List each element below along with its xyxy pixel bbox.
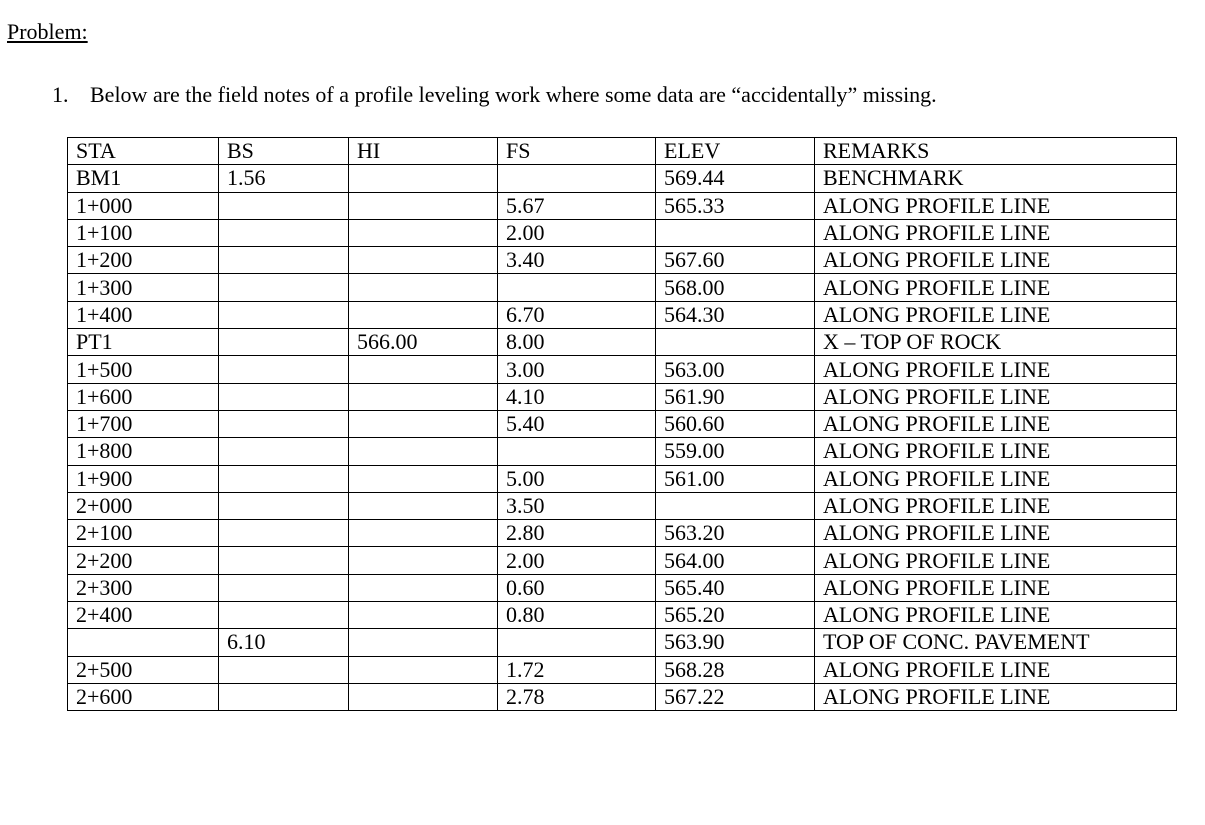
header-elev: ELEV <box>656 138 815 165</box>
cell-bs <box>219 192 349 219</box>
cell-fs: 4.10 <box>498 383 656 410</box>
cell-hi <box>349 356 498 383</box>
cell-fs: 6.70 <box>498 301 656 328</box>
cell-sta: 1+900 <box>68 465 219 492</box>
cell-sta: 2+200 <box>68 547 219 574</box>
cell-elev: 564.00 <box>656 547 815 574</box>
cell-fs: 2.00 <box>498 219 656 246</box>
cell-remarks: ALONG PROFILE LINE <box>815 683 1177 710</box>
problem-item <box>52 81 937 109</box>
problem-text: Below are the field notes of a profile leveling work where some data are “accidentally” missing. <box>90 82 937 107</box>
cell-sta: PT1 <box>68 329 219 356</box>
cell-hi <box>349 410 498 437</box>
cell-bs <box>219 683 349 710</box>
cell-sta: 2+300 <box>68 574 219 601</box>
cell-fs: 2.78 <box>498 683 656 710</box>
table-row <box>68 438 1177 465</box>
cell-hi <box>349 492 498 519</box>
cell-sta: 2+100 <box>68 520 219 547</box>
cell-sta <box>68 629 219 656</box>
cell-sta: 2+600 <box>68 683 219 710</box>
cell-hi <box>349 574 498 601</box>
cell-bs <box>219 465 349 492</box>
cell-hi <box>349 629 498 656</box>
problem-number: 1. <box>52 82 69 107</box>
cell-bs <box>219 383 349 410</box>
cell-fs <box>498 438 656 465</box>
table-row <box>68 356 1177 383</box>
cell-elev: 561.00 <box>656 465 815 492</box>
cell-bs <box>219 602 349 629</box>
table-row <box>68 574 1177 601</box>
cell-bs <box>219 520 349 547</box>
table-row <box>68 683 1177 710</box>
table-row <box>68 656 1177 683</box>
table-row <box>68 410 1177 437</box>
cell-elev: 568.28 <box>656 656 815 683</box>
cell-hi <box>349 247 498 274</box>
table-row <box>68 465 1177 492</box>
table-header-row <box>68 138 1177 165</box>
cell-elev <box>656 492 815 519</box>
cell-fs: 8.00 <box>498 329 656 356</box>
cell-bs <box>219 356 349 383</box>
cell-remarks: ALONG PROFILE LINE <box>815 492 1177 519</box>
cell-hi <box>349 602 498 629</box>
cell-fs: 3.50 <box>498 492 656 519</box>
cell-remarks: X – TOP OF ROCK <box>815 329 1177 356</box>
field-notes-table <box>67 137 1177 711</box>
cell-bs <box>219 492 349 519</box>
table-row <box>68 301 1177 328</box>
cell-sta: 1+600 <box>68 383 219 410</box>
cell-hi: 566.00 <box>349 329 498 356</box>
cell-bs: 6.10 <box>219 629 349 656</box>
cell-sta: 1+200 <box>68 247 219 274</box>
cell-bs <box>219 410 349 437</box>
cell-fs <box>498 165 656 192</box>
cell-hi <box>349 301 498 328</box>
cell-hi <box>349 683 498 710</box>
cell-remarks: ALONG PROFILE LINE <box>815 520 1177 547</box>
cell-fs <box>498 629 656 656</box>
cell-bs <box>219 574 349 601</box>
cell-elev: 564.30 <box>656 301 815 328</box>
cell-elev: 559.00 <box>656 438 815 465</box>
cell-bs: 1.56 <box>219 165 349 192</box>
cell-hi <box>349 520 498 547</box>
cell-hi <box>349 165 498 192</box>
table-row <box>68 165 1177 192</box>
cell-remarks: ALONG PROFILE LINE <box>815 356 1177 383</box>
cell-elev: 560.60 <box>656 410 815 437</box>
table-row <box>68 247 1177 274</box>
cell-bs <box>219 247 349 274</box>
cell-elev: 567.22 <box>656 683 815 710</box>
cell-fs: 2.80 <box>498 520 656 547</box>
cell-hi <box>349 274 498 301</box>
table-row <box>68 192 1177 219</box>
cell-hi <box>349 219 498 246</box>
cell-remarks: ALONG PROFILE LINE <box>815 274 1177 301</box>
cell-sta: 2+400 <box>68 602 219 629</box>
cell-fs: 2.00 <box>498 547 656 574</box>
cell-sta: 1+700 <box>68 410 219 437</box>
header-remarks: REMARKS <box>815 138 1177 165</box>
cell-fs: 0.80 <box>498 602 656 629</box>
cell-sta: 1+300 <box>68 274 219 301</box>
cell-sta: 1+400 <box>68 301 219 328</box>
cell-fs: 5.67 <box>498 192 656 219</box>
cell-fs: 0.60 <box>498 574 656 601</box>
cell-remarks: ALONG PROFILE LINE <box>815 219 1177 246</box>
cell-sta: 1+500 <box>68 356 219 383</box>
cell-elev: 568.00 <box>656 274 815 301</box>
cell-fs: 1.72 <box>498 656 656 683</box>
cell-hi <box>349 438 498 465</box>
cell-bs <box>219 438 349 465</box>
table-row <box>68 274 1177 301</box>
cell-elev: 565.20 <box>656 602 815 629</box>
cell-remarks: TOP OF CONC. PAVEMENT <box>815 629 1177 656</box>
field-notes-body <box>68 138 1177 711</box>
cell-remarks: ALONG PROFILE LINE <box>815 247 1177 274</box>
cell-bs <box>219 656 349 683</box>
cell-elev: 563.00 <box>656 356 815 383</box>
cell-elev: 569.44 <box>656 165 815 192</box>
cell-remarks: ALONG PROFILE LINE <box>815 547 1177 574</box>
cell-elev: 565.40 <box>656 574 815 601</box>
cell-elev: 563.20 <box>656 520 815 547</box>
cell-hi <box>349 465 498 492</box>
cell-hi <box>349 383 498 410</box>
cell-remarks: ALONG PROFILE LINE <box>815 438 1177 465</box>
cell-hi <box>349 547 498 574</box>
cell-fs <box>498 274 656 301</box>
cell-sta: 1+100 <box>68 219 219 246</box>
header-bs: BS <box>219 138 349 165</box>
cell-elev: 567.60 <box>656 247 815 274</box>
cell-remarks: ALONG PROFILE LINE <box>815 656 1177 683</box>
cell-remarks: ALONG PROFILE LINE <box>815 383 1177 410</box>
cell-remarks: ALONG PROFILE LINE <box>815 410 1177 437</box>
cell-fs: 3.00 <box>498 356 656 383</box>
cell-remarks: BENCHMARK <box>815 165 1177 192</box>
cell-fs: 5.00 <box>498 465 656 492</box>
cell-elev <box>656 219 815 246</box>
cell-elev: 561.90 <box>656 383 815 410</box>
cell-remarks: ALONG PROFILE LINE <box>815 602 1177 629</box>
cell-remarks: ALONG PROFILE LINE <box>815 301 1177 328</box>
cell-bs <box>219 301 349 328</box>
cell-remarks: ALONG PROFILE LINE <box>815 574 1177 601</box>
table-row <box>68 602 1177 629</box>
cell-sta: 1+000 <box>68 192 219 219</box>
cell-remarks: ALONG PROFILE LINE <box>815 192 1177 219</box>
cell-sta: 2+000 <box>68 492 219 519</box>
cell-fs: 5.40 <box>498 410 656 437</box>
table-row <box>68 547 1177 574</box>
cell-bs <box>219 219 349 246</box>
cell-elev <box>656 329 815 356</box>
table-row <box>68 383 1177 410</box>
cell-remarks: ALONG PROFILE LINE <box>815 465 1177 492</box>
cell-hi <box>349 192 498 219</box>
cell-sta: 2+500 <box>68 656 219 683</box>
cell-elev: 563.90 <box>656 629 815 656</box>
cell-sta: 1+800 <box>68 438 219 465</box>
cell-elev: 565.33 <box>656 192 815 219</box>
header-fs: FS <box>498 138 656 165</box>
table-row <box>68 629 1177 656</box>
table-row <box>68 520 1177 547</box>
table-row <box>68 219 1177 246</box>
cell-fs: 3.40 <box>498 247 656 274</box>
problem-heading: Problem: <box>7 19 88 44</box>
cell-bs <box>219 274 349 301</box>
cell-bs <box>219 329 349 356</box>
table-row <box>68 329 1177 356</box>
cell-sta: BM1 <box>68 165 219 192</box>
table-row <box>68 492 1177 519</box>
cell-hi <box>349 656 498 683</box>
cell-bs <box>219 547 349 574</box>
header-sta: STA <box>68 138 219 165</box>
header-hi: HI <box>349 138 498 165</box>
